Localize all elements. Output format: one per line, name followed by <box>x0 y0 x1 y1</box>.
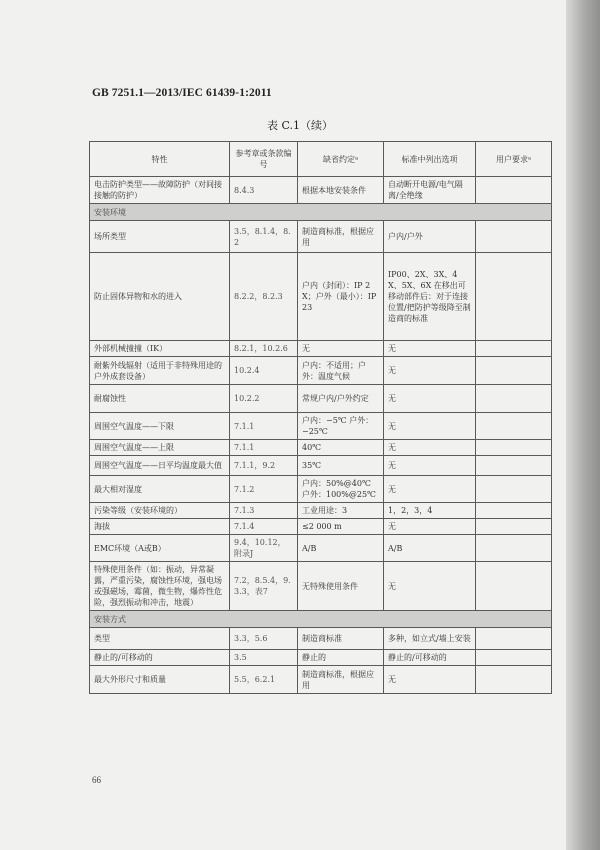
table-row <box>90 666 552 694</box>
default-cell: 制造商标准，根据应用 <box>298 666 384 694</box>
options-cell: 无 <box>384 341 476 357</box>
reference-cell: 10.2.4 <box>230 357 298 385</box>
options-cell: 静止的/可移动的 <box>384 650 476 666</box>
column-header: 参考章或条款编号 <box>230 142 298 177</box>
options-cell: 无 <box>384 666 476 694</box>
reference-cell: 8.2.1，10.2.6 <box>230 341 298 357</box>
user-requirement-cell <box>476 440 552 456</box>
default-cell: 40℃ <box>298 440 384 456</box>
user-requirement-cell <box>476 413 552 440</box>
default-cell: 户内：−5℃ 户外：−25℃ <box>298 413 384 440</box>
characteristic-cell: 静止的/可移动的 <box>90 650 230 666</box>
characteristic-cell: 特殊使用条件（如：振动，异常凝露，严重污染，腐蚀性环境，强电场或强磁场，霉菌，微生物，爆炸性危险，强烈振动和冲击，地震） <box>90 562 230 611</box>
default-cell: 户内：50%@40℃ 户外：100%@25℃ <box>298 476 384 503</box>
reference-cell: 7.1.1，9.2 <box>230 456 298 476</box>
characteristic-cell: 场所类型 <box>90 221 230 253</box>
user-requirement-cell <box>476 666 552 694</box>
reference-cell: 5.5，6.2.1 <box>230 666 298 694</box>
options-cell: IP00、2X、3X、4X、5X、6X 在移出可移动部件后：对于连接位置/把防护等级降至制造商的标准 <box>384 253 476 341</box>
reference-cell: 8.2.2，8.2.3 <box>230 253 298 341</box>
default-cell: A/B <box>298 535 384 562</box>
section-label: 安装环境 <box>90 204 552 221</box>
default-cell: 户内：不适用；户外：温度气候 <box>298 357 384 385</box>
default-cell: 制造商标准 <box>298 628 384 650</box>
options-cell: 无 <box>384 385 476 413</box>
column-header: 缺省约定ᵃ <box>298 142 384 177</box>
characteristic-cell: 耐腐蚀性 <box>90 385 230 413</box>
options-cell: 无 <box>384 413 476 440</box>
section-label: 安装方式 <box>90 611 552 628</box>
options-cell: 无 <box>384 562 476 611</box>
default-cell: 根据本地安装条件 <box>298 177 384 204</box>
user-requirement-cell <box>476 503 552 519</box>
characteristic-cell: 耐紫外线辐射（适用于非特殊用途的户外成套设备） <box>90 357 230 385</box>
characteristic-cell: 外部机械撞撞（IK） <box>90 341 230 357</box>
table-row <box>90 221 552 253</box>
user-requirement-cell <box>476 385 552 413</box>
reference-cell: 3.3，5.6 <box>230 628 298 650</box>
default-cell: 户内（封闭）：IP 2X；户外（最小）：IP 23 <box>298 253 384 341</box>
default-cell: 35℃ <box>298 456 384 476</box>
characteristic-cell: 最大外形尺寸和质量 <box>90 666 230 694</box>
table-row <box>90 628 552 650</box>
default-cell: 静止的 <box>298 650 384 666</box>
reference-cell: 7.1.1 <box>230 440 298 456</box>
user-requirement-cell <box>476 628 552 650</box>
characteristic-cell: 周围空气温度——日平均温度最大值 <box>90 456 230 476</box>
options-cell: A/B <box>384 535 476 562</box>
options-cell: 无 <box>384 357 476 385</box>
page-edge-shadow <box>566 0 600 850</box>
default-cell: ≤2 000 m <box>298 519 384 535</box>
characteristic-cell: 周围空气温度——上限 <box>90 440 230 456</box>
user-requirement-cell <box>476 519 552 535</box>
table-row <box>90 562 552 611</box>
characteristic-cell: 污染等级（安装环境的） <box>90 503 230 519</box>
user-requirement-cell <box>476 177 552 204</box>
default-cell: 工业用途：3 <box>298 503 384 519</box>
reference-cell: 3.5 <box>230 650 298 666</box>
characteristic-cell: EMC环境（A或B） <box>90 535 230 562</box>
user-requirement-cell <box>476 357 552 385</box>
characteristic-cell: 周围空气温度——下限 <box>90 413 230 440</box>
section-row <box>90 204 552 221</box>
user-requirement-cell <box>476 562 552 611</box>
section-row <box>90 611 552 628</box>
table-row <box>90 456 552 476</box>
reference-cell: 9.4，10.12，附录J <box>230 535 298 562</box>
user-requirement-cell <box>476 456 552 476</box>
default-cell: 无 <box>298 341 384 357</box>
options-cell: 户内/户外 <box>384 221 476 253</box>
user-requirement-cell <box>476 476 552 503</box>
characteristic-cell: 类型 <box>90 628 230 650</box>
reference-cell: 7.1.4 <box>230 519 298 535</box>
table-row <box>90 341 552 357</box>
default-cell: 无特殊使用条件 <box>298 562 384 611</box>
options-cell: 无 <box>384 519 476 535</box>
default-cell: 制造商标准，根据应用 <box>298 221 384 253</box>
user-requirement-cell <box>476 341 552 357</box>
reference-cell: 7.2，8.5.4，9.3.3，表7 <box>230 562 298 611</box>
column-header: 标准中列出选项 <box>384 142 476 177</box>
characteristic-cell: 海拔 <box>90 519 230 535</box>
user-requirement-cell <box>476 535 552 562</box>
table-row <box>90 440 552 456</box>
reference-cell: 3.5，8.1.4，8.2 <box>230 221 298 253</box>
table-row <box>90 357 552 385</box>
reference-cell: 8.4.3 <box>230 177 298 204</box>
table-row <box>90 177 552 204</box>
options-cell: 多种，如立式/墙上安装 <box>384 628 476 650</box>
user-requirement-cell <box>476 221 552 253</box>
column-header: 用户要求ᵃ <box>476 142 552 177</box>
spec-table <box>89 141 552 694</box>
table-header-row <box>90 142 552 177</box>
table-row <box>90 385 552 413</box>
characteristic-cell: 防止固体异物和水的进入 <box>90 253 230 341</box>
characteristic-cell: 电击防护类型——故障防护（对间接接触的防护） <box>90 177 230 204</box>
options-cell: 无 <box>384 456 476 476</box>
table-row <box>90 535 552 562</box>
reference-cell: 10.2.2 <box>230 385 298 413</box>
reference-cell: 7.1.2 <box>230 476 298 503</box>
options-cell: 自动断开电源/电气隔离/全绝缘 <box>384 177 476 204</box>
table-row <box>90 413 552 440</box>
default-cell: 常规户内/户外约定 <box>298 385 384 413</box>
column-header: 特性 <box>90 142 230 177</box>
table-row <box>90 253 552 341</box>
options-cell: 1，2，3，4 <box>384 503 476 519</box>
table-row <box>90 650 552 666</box>
reference-cell: 7.1.3 <box>230 503 298 519</box>
characteristic-cell: 最大相对湿度 <box>90 476 230 503</box>
table-row <box>90 519 552 535</box>
user-requirement-cell <box>476 253 552 341</box>
reference-cell: 7.1.1 <box>230 413 298 440</box>
table-row <box>90 503 552 519</box>
table-row <box>90 476 552 503</box>
options-cell: 无 <box>384 476 476 503</box>
user-requirement-cell <box>476 650 552 666</box>
page-number: 66 <box>92 775 101 785</box>
table-title: 表 C.1（续） <box>266 119 334 132</box>
standard-header: GB 7251.1—2013/IEC 61439-1:2011 <box>92 87 272 99</box>
options-cell: 无 <box>384 440 476 456</box>
